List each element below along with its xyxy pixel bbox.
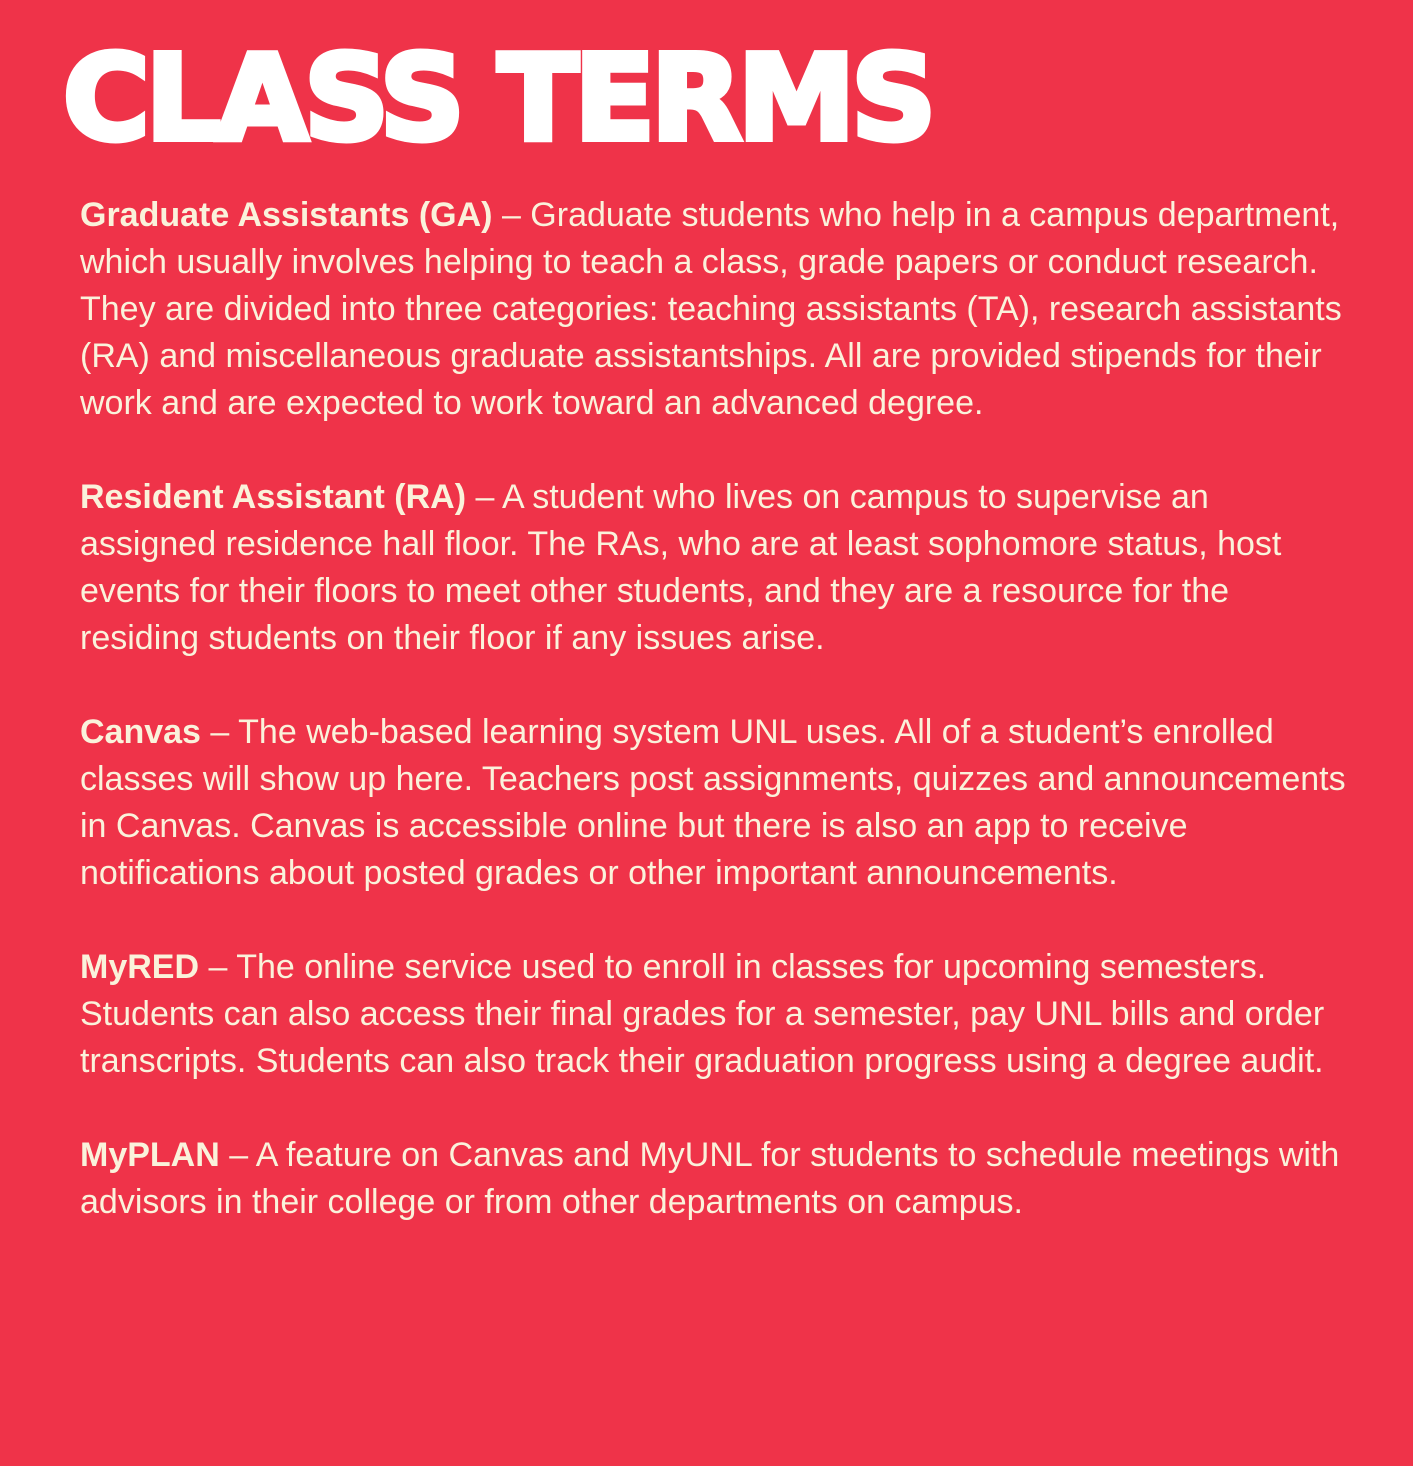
term-graduate-assistants — [80, 192, 1348, 427]
page-title: CLASS TERMS — [63, 29, 933, 167]
term-definition: – The web-based learning system UNL uses. All of a student’s enrolled classes will show up here. Teachers post assignments, quizzes and announcements in Canvas. Canvas is accessible online but there is also an app to receive notifications about posted grades or other important announcements. — [80, 712, 1346, 892]
term-resident-assistant — [80, 474, 1348, 662]
term-name: MyPLAN — [80, 1135, 220, 1174]
term-definition: – Graduate students who help in a campus department, which usually involves helping to teach a class, grade papers or conduct research. They are divided into three categories: teaching assistants (TA), research assistants (RA) and miscellaneous graduate assistantships. All are provided stipends for their work and are expected to work toward an advanced degree. — [80, 195, 1342, 422]
term-canvas — [80, 709, 1348, 897]
term-myplan — [80, 1132, 1348, 1226]
term-name: Graduate Assistants (GA) — [80, 195, 493, 234]
term-name: MyRED — [80, 947, 200, 986]
term-name: Canvas — [80, 712, 201, 751]
terms-list — [80, 192, 1348, 1226]
term-name: Resident Assistant (RA) — [80, 477, 467, 516]
term-definition: – A student who lives on campus to supervise an assigned residence hall floor. The RAs, who are at least sophomore status, host events for their floors to meet other students, and they are a resource for the residing students on their floor if any issues arise. — [80, 477, 1282, 657]
term-myred — [80, 944, 1348, 1085]
term-definition: – A feature on Canvas and MyUNL for students to schedule meetings with advisors in their college or from other departments on campus. — [80, 1135, 1340, 1221]
term-definition: – The online service used to enroll in classes for upcoming semesters. Students can also access their final grades for a semester, pay UNL bills and order transcripts. Students can also track their graduation progress using a degree audit. — [80, 947, 1325, 1080]
